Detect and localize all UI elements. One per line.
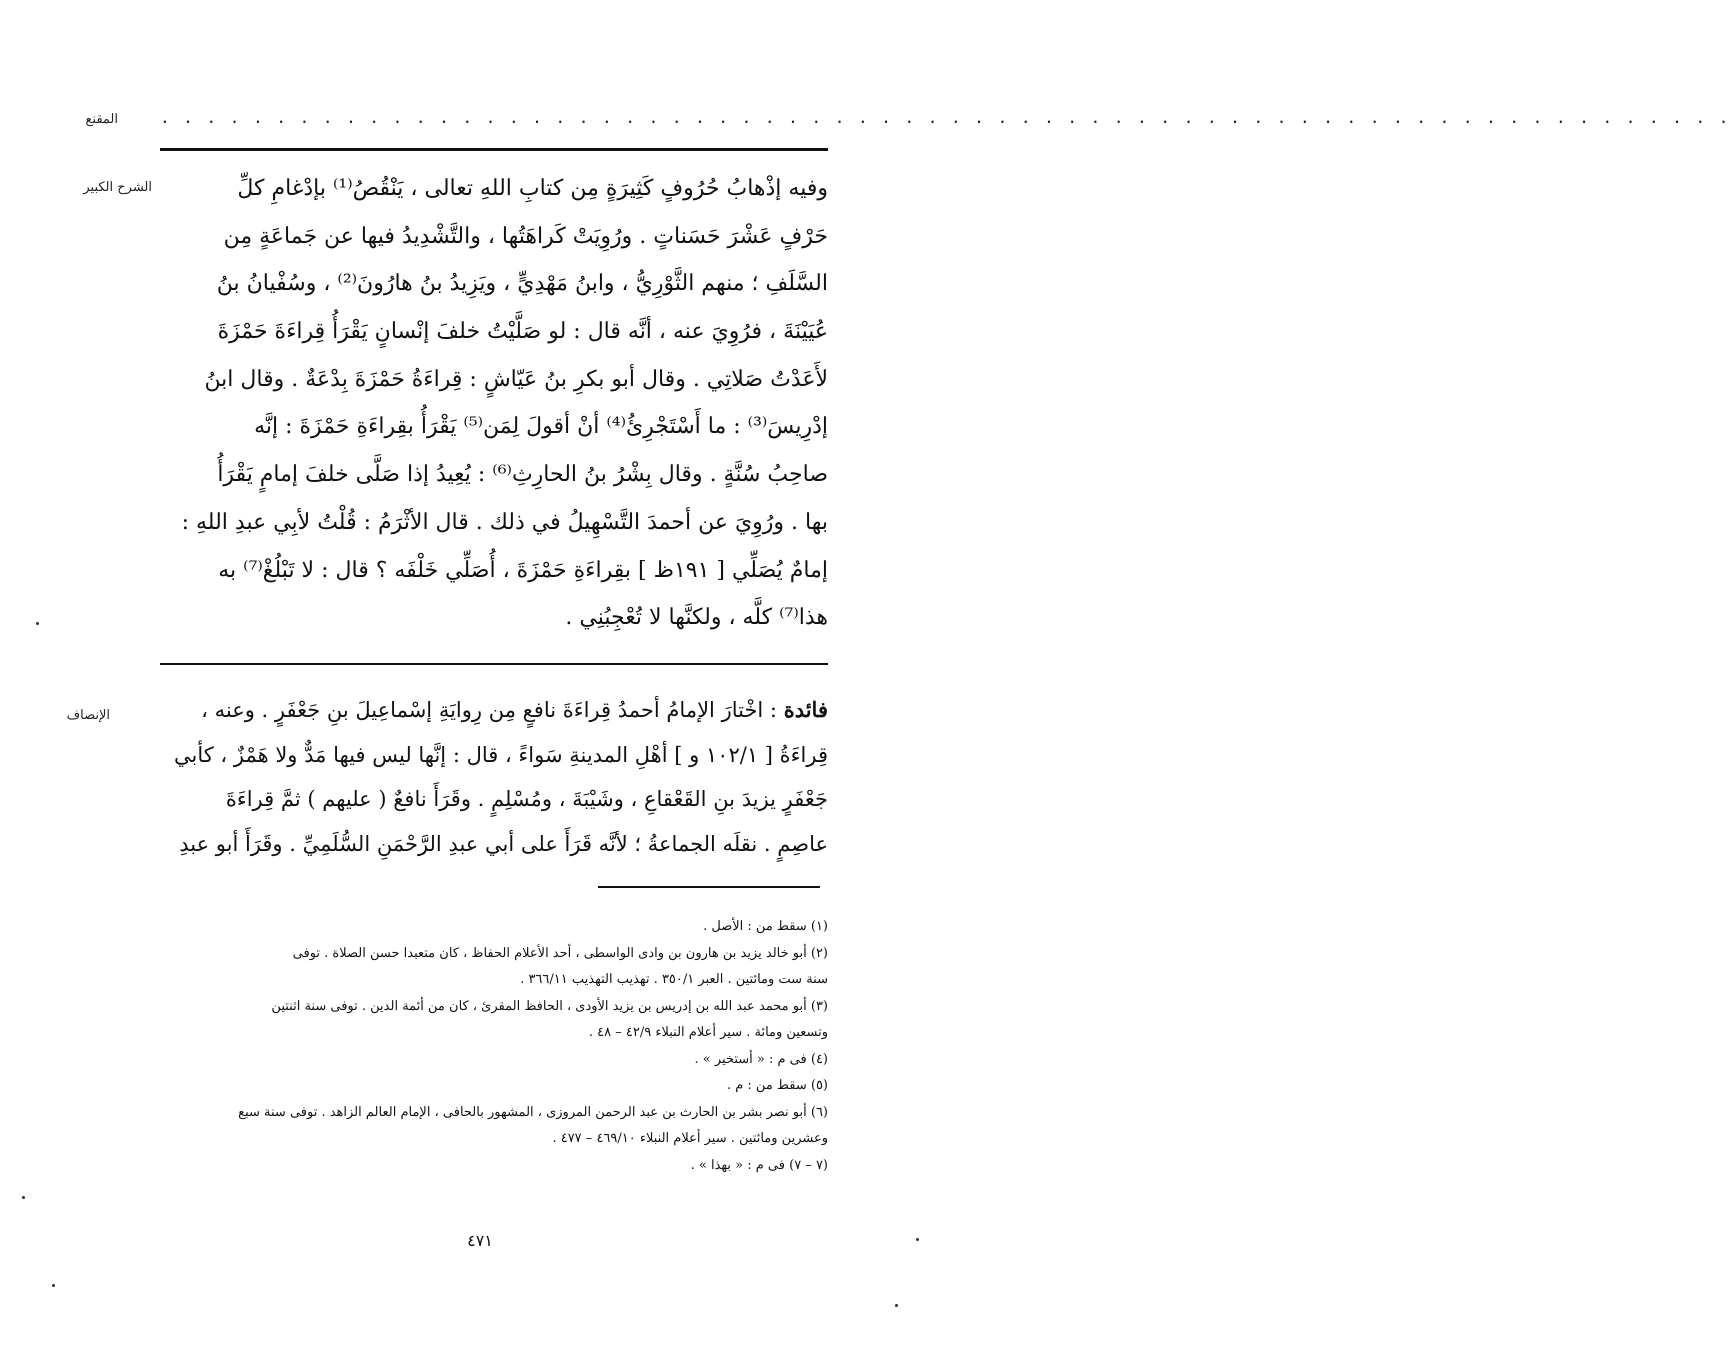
main-text-line: هذا⁽⁷⁾ كلَّه ، ولكنَّها لا تُعْجِبُنِي . [565,605,828,631]
scan-speck [36,622,39,625]
main-text-line: بها . ورُوِيَ عن أحمدَ التَّسْهِيلُ في ذلك . قال الأثْرَمُ : قُلْتُ لأبِي عبدِ اللهِ : [181,509,828,535]
header-book-label: المقنع [85,112,118,127]
main-text-block [158,165,828,642]
header-rule [160,148,828,151]
scan-speck [52,1284,55,1287]
margin-label-insaf: الإنصاف [66,708,110,723]
main-text-line: وفيه إذْهابُ حُرُوفٍ كَثِيرَةٍ مِن كتابِ اللهِ تعالى ، يَنْقُصُ⁽¹⁾ بإدْغامِ كلِّ [237,176,828,201]
insaf-text-line: فائدة : اخْتارَ الإمامُ أحمدُ قِراءَةَ نافعٍ مِن رِوايَةِ إسْماعِيلَ بنِ جَعْفَرٍ . وعنه ، [201,697,828,722]
footnote-line: (٥) سقط من : م . [726,1078,828,1093]
insaf-lead-word: فائدة [783,697,828,722]
footnote-line: (١) سقط من : الأصل . [703,919,828,934]
footnote-line: (٧ – ٧) فى م : « بهذا » . [690,1157,828,1173]
main-text-line: حَرْفٍ عَشْرَ حَسَناتٍ . ورُوِيَتْ كَراهَتُها ، والتَّشْدِيدُ فيها عن جَماعَةٍ مِن [223,223,828,249]
section-divider [160,663,828,665]
footnote-line: وتسعين ومائة . سير أعلام النبلاء ٤٢/٩ – ٤٨ . [588,1025,828,1040]
footnote-separator [598,886,820,888]
insaf-text-line: عاصِمٍ . نقلَه الجماعةُ ؛ لأنَّه قَرَأَ على أبي عبدِ الرَّحْمَنِ السُّلَمِيِّ . وقَرَأَ أبو عبدِ [179,831,828,856]
main-text-line: عُيَيْنَةَ ، فرُوِيَ عنه ، أنَّه قال : لو صَلَّيْتُ خلفَ إنْسانٍ يَقْرَأُ قِراءَةَ حَمْزَةَ [217,319,828,345]
insaf-text-line: قِراءَةُ [ ١٠٢/١ و ] أهْلِ المدينةِ سَواءً ، قال : إنَّها ليس فيها مَدٌّ ولا هَمْزٌ ، كأبي [173,742,828,767]
footnote-line: (٤) فى م : « أستخير » . [694,1051,828,1067]
scan-speck [916,1238,919,1241]
scan-speck [22,1196,25,1199]
footnotes [158,914,828,1179]
footnote-line: سنة ست ومائتين . العبر ٣٥٠/١ . تهذيب التهذيب ٣٦٦/١١ . [520,972,828,987]
page-number: ٤٧١ [467,1231,493,1250]
footnote-line: وعشرين ومائتين . سير أعلام النبلاء ٤٦٩/١٠ – ٤٧٧ . [552,1131,828,1146]
insaf-text-line: جَعْفَرٍ يزيدَ بنِ القَعْقاعِ ، وشَيْبَةَ ، ومُسْلِمٍ . وقَرَأَ نافعٌ ( عليهم ) ثمَّ قِراءَةَ [225,787,828,811]
main-text-line: إمامٌ يُصَلِّي [ ١٩١ظ ] بقِراءَةِ حَمْزَةَ ، أُصَلِّي خَلْفَه ؟ قال : لا تَبْلُغْ⁽⁷⁾ به [218,557,828,583]
footnote-line: (٢) أبو خالد يزيد بن هارون بن وادى الواسطى ، أحد الأعلام الحفاظ ، كان متعبدا حسن الصلاة . توفى [292,945,828,961]
insaf-text-block [158,688,828,866]
main-text-line: لأَعَدْتُ صَلاتِي . وقال أبو بكرِ بنُ عَيّاشٍ : قِراءَةُ حَمْزَةَ بِدْعَةٌ . وقال ابنُ [204,366,828,392]
main-text-line: إدْرِيسَ⁽³⁾ : ما أَسْتَجْرِئُ⁽⁴⁾ أنْ أقولَ لِمَن⁽⁵⁾ يَقْرَأُ بقِراءَةِ حَمْزَةَ : إنَّه [254,414,828,440]
header-dotted-line: . . . . . . . . . . . . . . . . . . . . . . . . . . . . . . . . . . . . . . . . . . . . . . . . . . . . . . . . . . . . . . . . . . . . [160,108,1730,127]
scan-speck [895,1304,898,1307]
main-text-line: صاحِبُ سُنَّةٍ . وقال بِشْرُ بنُ الحارِثِ⁽⁶⁾ : يُعِيدُ إذا صَلَّى خلفَ إمامٍ يَقْرَأُ [217,462,828,488]
footnote-line: (٦) أبو نصر بشر بن الحارث بن عبد الرحمن المروزى ، المشهور بالحافى ، الإمام العالم الزاهد . توفى سنة سبع [238,1104,828,1120]
main-text-line: السَّلَفِ ؛ منهم الثَّوْرِيُّ ، وابنُ مَهْدِيٍّ ، ويَزِيدُ بنُ هارُونَ⁽²⁾ ، وسُفْيانُ بنُ [216,271,828,297]
margin-label-sharh: الشرح الكبير [83,180,152,195]
footnote-line: (٣) أبو محمد عبد الله بن إدريس بن يزيد الأودى ، الحافظ المقرئ ، كان من أئمة الدين . توفى سنة اثنتين [271,998,828,1014]
